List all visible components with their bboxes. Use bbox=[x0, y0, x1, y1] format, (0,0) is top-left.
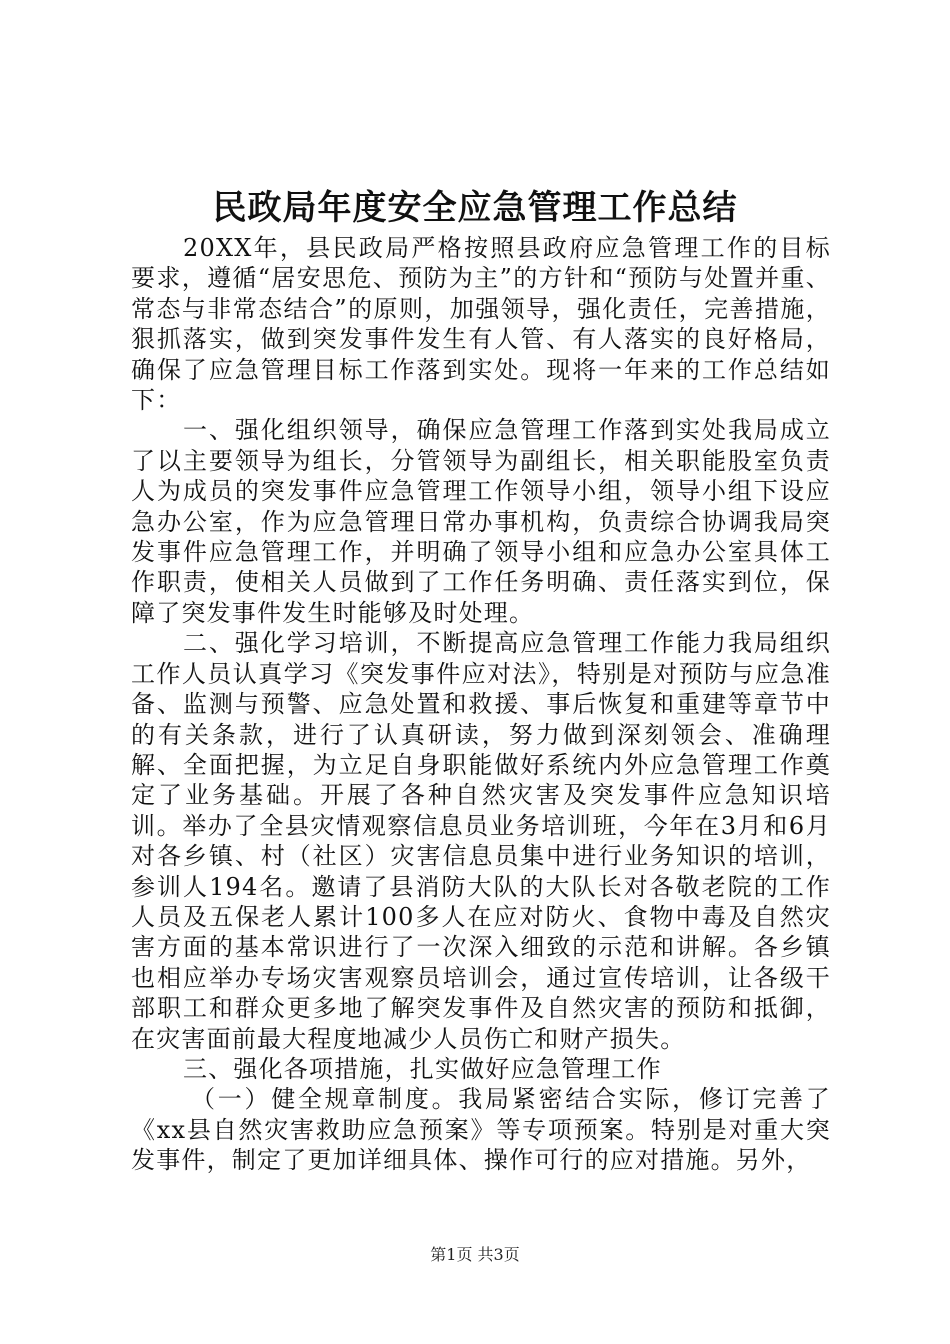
document-title: 民政局年度安全应急管理工作总结 bbox=[212, 188, 738, 228]
intro-paragraph: 20XX年，县民政局严格按照县政府应急管理工作的目标要求，遵循“居安思危、预防为主”的方针和“预防与处置并重、常态与非常态结合”的原则，加强领导，强化责任，完善措施，狠抓落实，做到突发事件发生有人管、有人落实的良好格局，确保了应急管理目标工作落到实处。现将一年来的工作总结如下： bbox=[131, 234, 831, 415]
section-3-1-paragraph: （一）健全规章制度。我局紧密结合实际，修订完善了《xx县自然灾害救助应急预案》等专项预案。特别是对重大突发事件，制定了更加详细具体、操作可行的应对措施。另外， bbox=[131, 1085, 831, 1175]
section-1-paragraph: 一、强化组织领导，确保应急管理工作落到实处我局成立了以主要领导为组长，分管领导为副组长，相关职能股室负责人为成员的突发事件应急管理工作领导小组，领导小组下设应急办公室，作为应急管理日常办事机构，负责综合协调我局突发事件应急管理工作，并明确了领导小组和应急办公室具体工作职责，使相关人员做到了工作任务明确、责任落实到位，保障了突发事件发生时能够及时处理。 bbox=[131, 416, 831, 627]
section-2-paragraph: 二、强化学习培训，不断提高应急管理工作能力我局组织工作人员认真学习《突发事件应对法》，特别是对预防与应急准备、监测与预警、应急处置和救援、事后恢复和重建等章节中的有关条款，进行了认真研读，努力做到深刻领会、准确理解、全面把握，为立足自身职能做好系统内外应急管理工作奠定了业务基础。开展了各种自然灾害及突发事件应急知识培训。举办了全县灾情观察信息员业务培训班，今年在3月和6月对各乡镇、村（社区）灾害信息员集中进行业务知识的培训，参训人194名。邀请了县消防大队的大队长对各敬老院的工作人员及五保老人累计100多人在应对防火、食物中毒及自然灾害方面的基本常识进行了一次深入细致的示范和讲解。各乡镇也相应举办专场灾害观察员培训会，通过宣传培训，让各级干部职工和群众更多地了解突发事件及自然灾害的预防和抵御，在灾害面前最大程度地减少人员伤亡和财产损失。 bbox=[131, 629, 831, 1053]
document-body bbox=[131, 233, 831, 1176]
page-number-footer: 第1页 共3页 bbox=[430, 1245, 520, 1264]
section-3-heading: 三、强化各项措施，扎实做好应急管理工作 bbox=[183, 1054, 662, 1083]
